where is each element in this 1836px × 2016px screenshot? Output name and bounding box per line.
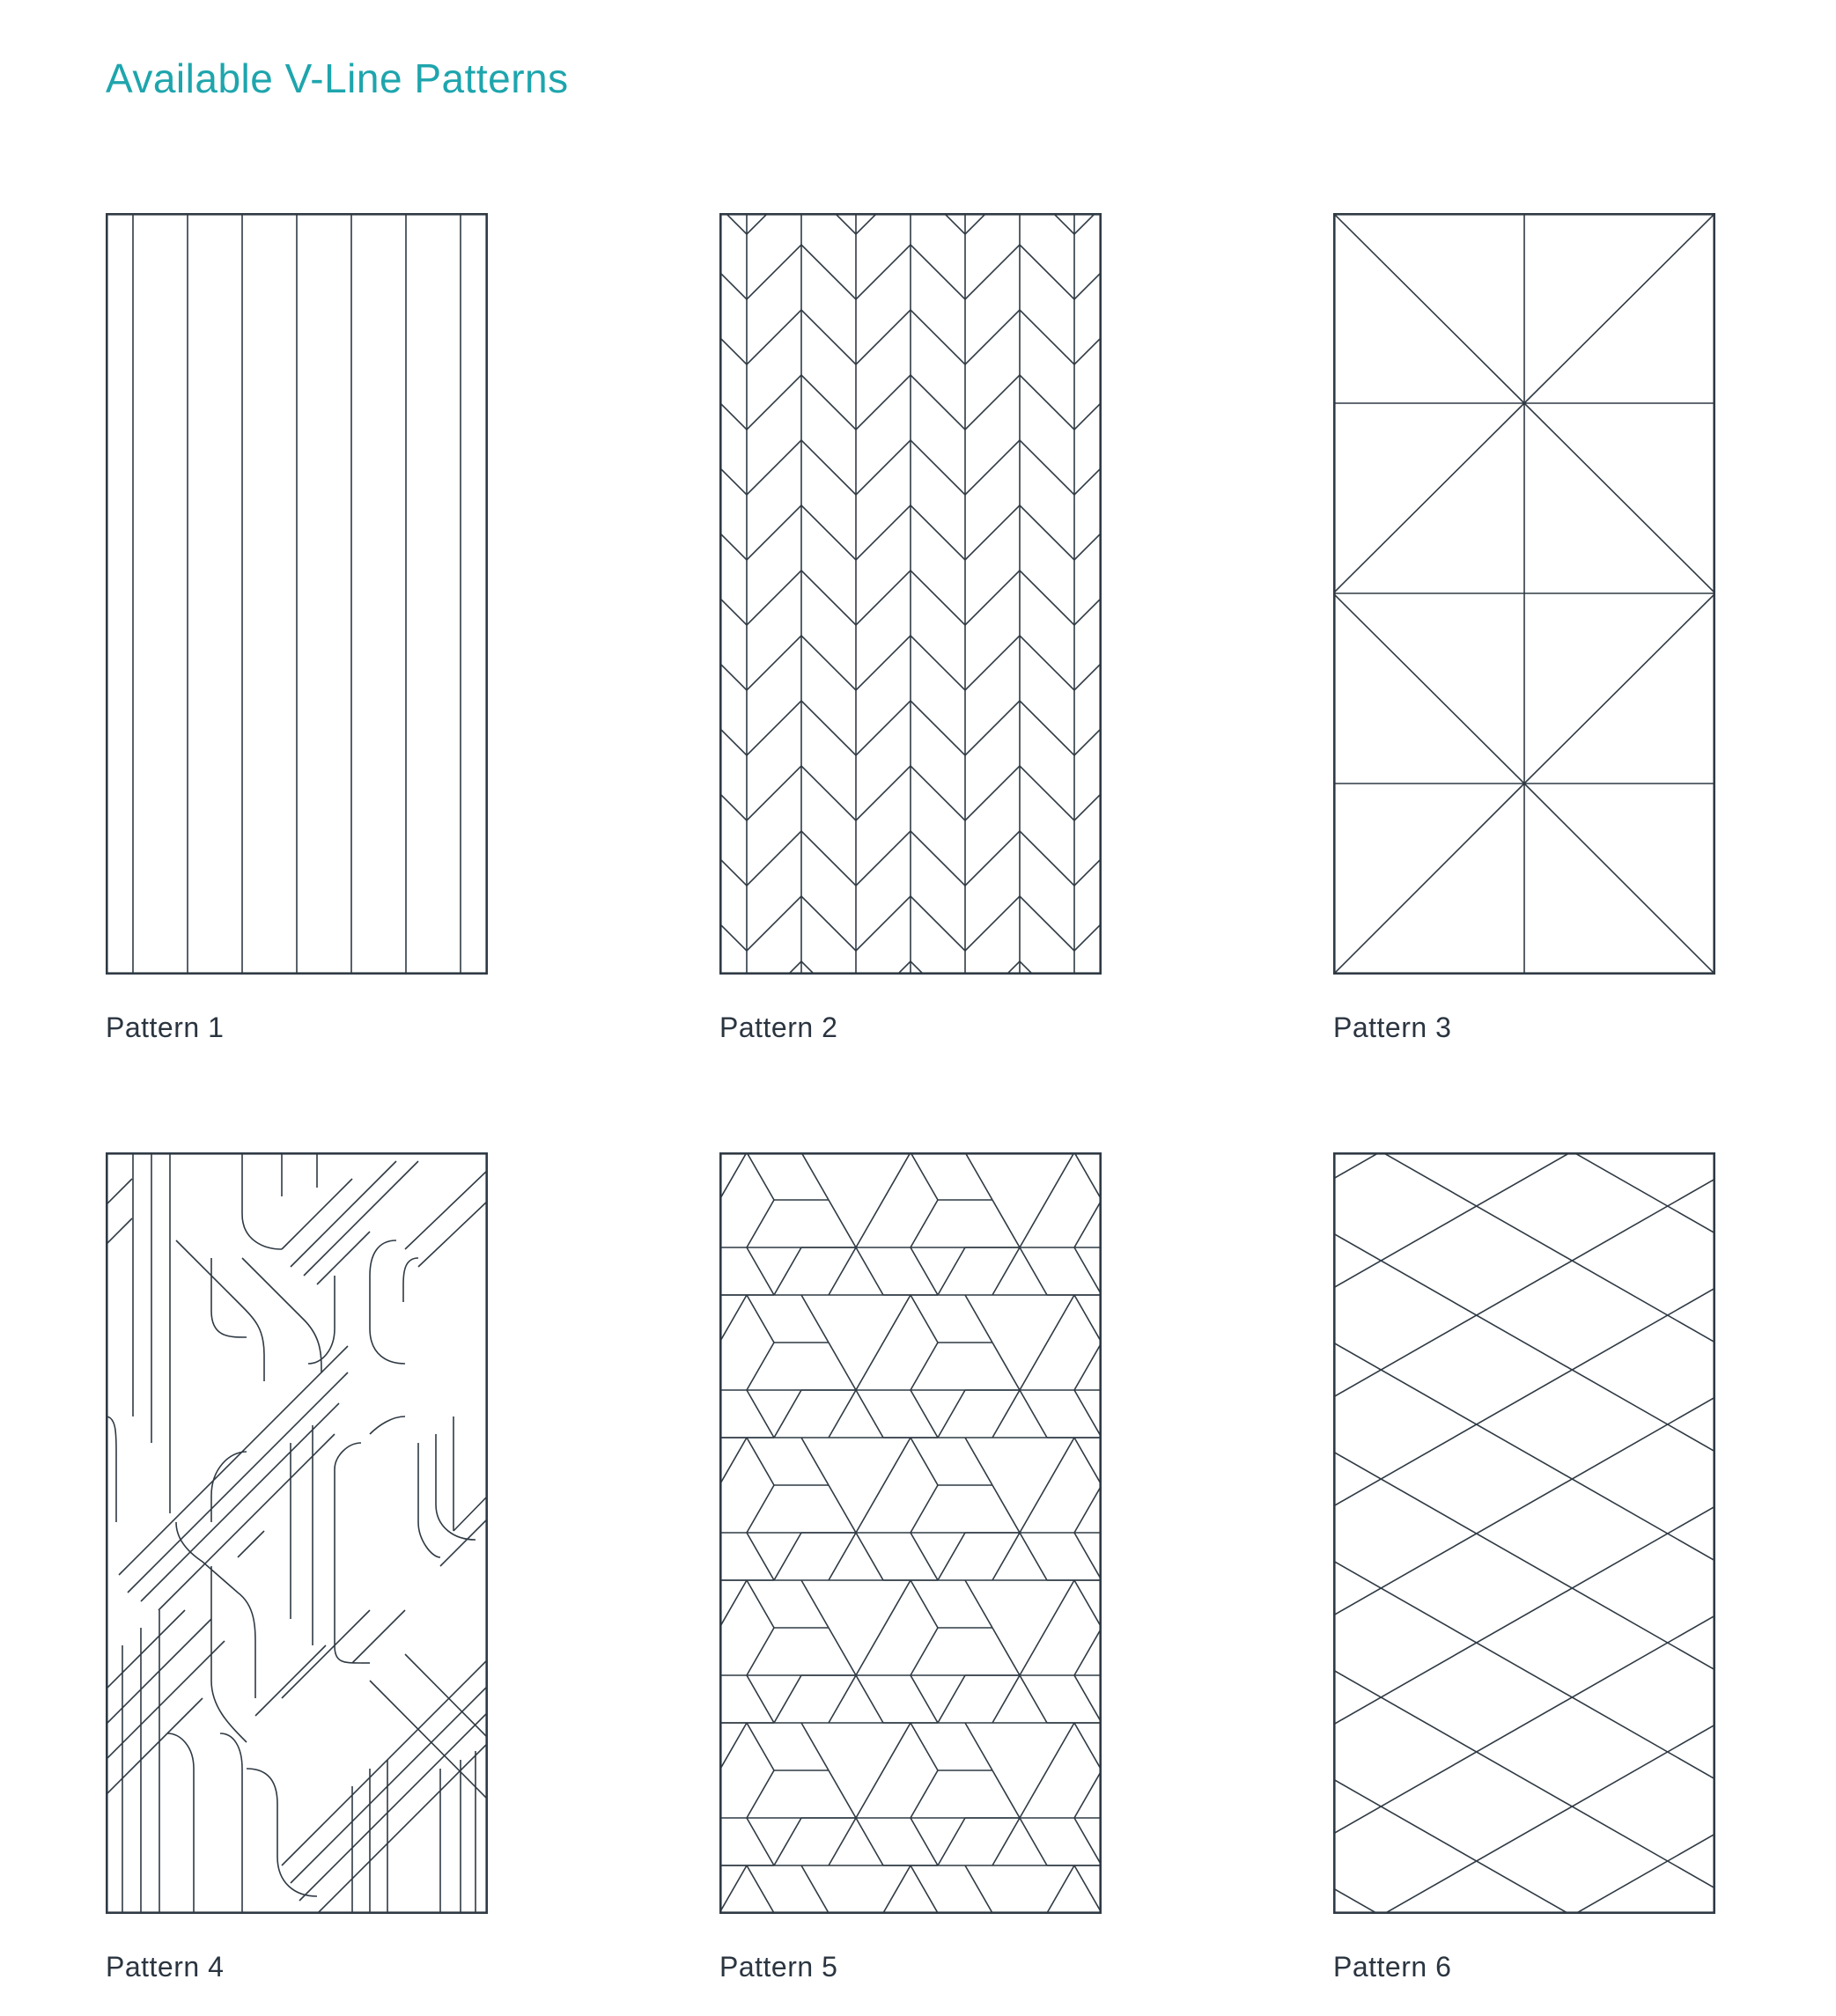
pattern-card-2[interactable] — [719, 213, 1102, 1044]
lattice-line-down — [1333, 1561, 1715, 1779]
pattern-card-6[interactable] — [1333, 1152, 1715, 1983]
pattern-3-lines — [1333, 213, 1715, 975]
lattice-line-up — [1333, 1834, 1715, 1914]
pattern-4-label: Pattern 4 — [106, 1951, 225, 1983]
pattern-1-label: Pattern 1 — [106, 1012, 225, 1043]
pattern-2-lines — [719, 213, 1102, 975]
pattern-card-4[interactable] — [106, 1152, 488, 1983]
lattice-line-down — [1333, 1233, 1715, 1452]
lattice-line-down — [1333, 1779, 1715, 1914]
pattern-6-label: Pattern 6 — [1333, 1951, 1452, 1983]
lattice-line-up — [1333, 1288, 1715, 1506]
lattice-line-up — [1333, 1152, 1715, 1288]
pattern-card-1[interactable] — [106, 213, 488, 1044]
pattern-6-swatch — [1333, 1152, 1715, 1914]
pattern-6-lines — [1333, 1152, 1715, 1914]
pattern-3-swatch — [1333, 213, 1715, 975]
pattern-card-3[interactable] — [1333, 213, 1715, 1044]
lattice-line-up — [1333, 1615, 1715, 1834]
pattern-1-swatch — [106, 213, 488, 975]
lattice-line-up — [1333, 1179, 1715, 1397]
lattice-line-down — [1333, 1670, 1715, 1888]
pattern-3-label: Pattern 3 — [1333, 1012, 1452, 1043]
pattern-5-label: Pattern 5 — [719, 1951, 838, 1983]
lattice-line-up — [1333, 1397, 1715, 1615]
pattern-2-label: Pattern 2 — [719, 1012, 838, 1043]
lattice-line-down — [1333, 1452, 1715, 1670]
lattice-line-up — [1333, 1506, 1715, 1725]
lattice-line-up — [1333, 1725, 1715, 1914]
page-title: Available V-Line Patterns — [106, 55, 569, 101]
pattern-6-frame — [1334, 1153, 1714, 1912]
lattice-line-down — [1333, 1152, 1715, 1343]
pattern-1-lines — [133, 213, 461, 975]
pattern-5-swatch — [719, 1152, 1102, 1914]
lattice-line-down — [1333, 1152, 1715, 1233]
pattern-4-swatch — [106, 1152, 488, 1914]
pattern-4-frame — [107, 1153, 486, 1912]
pattern-5-lines — [719, 1152, 1102, 1914]
lattice-line-down — [1333, 1343, 1715, 1561]
pattern-4-lines — [106, 1152, 488, 1914]
pattern-card-5[interactable] — [719, 1152, 1102, 1983]
pattern-2-swatch — [719, 213, 1102, 975]
